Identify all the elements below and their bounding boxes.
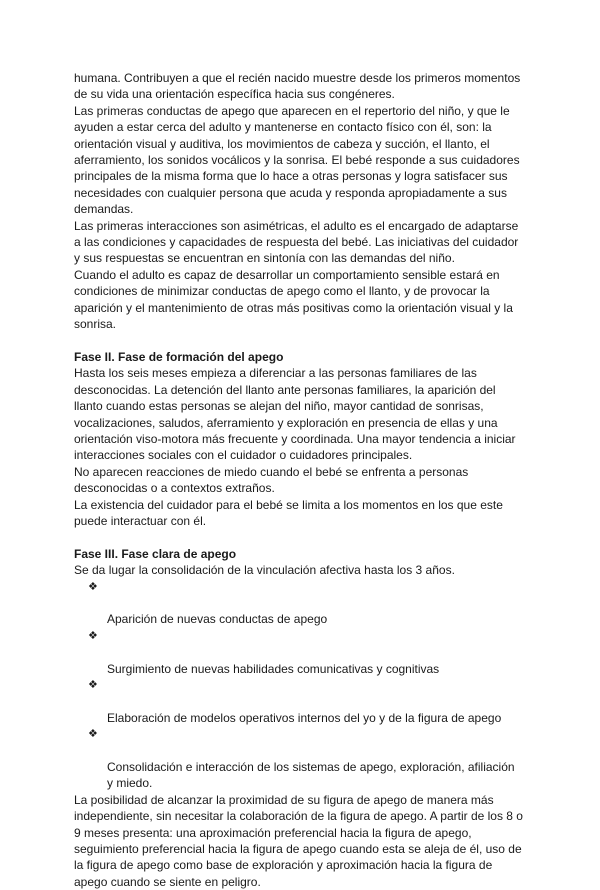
section-spacer <box>74 333 534 349</box>
list-item <box>88 628 534 677</box>
diamond-bullet-icon: ❖ <box>88 728 98 741</box>
document-body <box>74 70 534 890</box>
section-spacer <box>74 529 534 545</box>
list-item <box>88 579 534 628</box>
intro-paragraph-4: Cuando el adulto es capaz de desarrollar un comportamiento sensible estará en condiciones de minimizar conductas de apego como el llanto, y de provocar la aparición y el mantenimiento de otras más positivas como la orientación visual y la sonrisa. <box>74 267 513 332</box>
list-item-text: Elaboración de modelos operativos internos del yo y de la figura de apego <box>107 710 502 725</box>
list-item-text: Consolidación e interacción de los sistemas de apego, exploración, afiliación y miedo. <box>107 760 515 791</box>
list-item-text: Aparición de nuevas conductas de apego <box>107 612 328 627</box>
phase-2-paragraph-1: Hasta los seis meses empieza a diferenciar a las personas familiares de las desconocidas. La detención del llanto ante personas familiares, la aparición del llanto cuando estas personas se alejan del niño, mayor cantidad de sonrisas, vocalizaciones, saludos, aferramiento y exploración en presencia de ellas y una orientación viso-motora más frecuente y coordinada. Una mayor tendencia a iniciar interacciones sociales con el cuidador o cuidadores principales. <box>74 366 516 463</box>
intro-paragraph-2: Las primeras conductas de apego que aparecen en el repertorio del niño, y que le ayuden a estar cerca del adulto y mantenerse en contacto físico con él, son: la orientación visual y auditiva, los movimientos de cabeza y succión, el llanto, el aferramiento, los sonidos vocálicos y la sonrisa. El bebé responde a sus cuidadores principales de la misma forma que lo hace a otras personas y logra satisfacer sus necesidades con cualquier persona que acuda y responda apropiadamente a sus demandas. <box>74 103 520 217</box>
intro-paragraph-1: humana. Contribuyen a que el recién nacido muestre desde los primeros momentos de su vida una orientación específica hacia sus congéneres. <box>74 71 521 102</box>
intro-paragraph-3: Las primeras interacciones son asimétricas, el adulto es el encargado de adaptarse a las condiciones y capacidades de respuesta del bebé. Las iniciativas del cuidador y sus respuestas se encuentran en sintonía con las demandas del niño. <box>74 218 519 266</box>
phase-3-closing-paragraph: La posibilidad de alcanzar la proximidad de su figura de apego de manera más independiente, sin necesitar la colaboración de la figura de apego. A partir de los 8 o 9 meses presenta: una aproximación preferencial hacia la figura de apego, seguimiento preferencial hacia la figura de apego cuando esta se aleja de él, uso de la figura de apego como base de exploración y aproximación hacia la figura de apego cuando se siente en peligro. <box>74 792 523 889</box>
phase-3-intro: Se da lugar la consolidación de la vinculación afectiva hasta los 3 años. <box>74 563 455 578</box>
list-item <box>88 677 534 726</box>
phase-3-bullet-list <box>74 579 534 792</box>
phase-2-paragraph-2: No aparecen reacciones de miedo cuando el bebé se enfrenta a personas desconocidas o a contextos extraños. <box>74 464 469 496</box>
list-item-text: Surgimiento de nuevas habilidades comunicativas y cognitivas <box>107 661 440 676</box>
phase-2-heading: Fase II. Fase de formación del apego <box>74 349 284 364</box>
list-item <box>88 726 534 792</box>
diamond-bullet-icon: ❖ <box>88 629 98 642</box>
phase-3-heading: Fase III. Fase clara de apego <box>74 546 237 561</box>
phase-2-paragraph-3: La existencia del cuidador para el bebé se limita a los momentos en los que este puede interactuar con él. <box>74 497 503 528</box>
diamond-bullet-icon: ❖ <box>88 679 98 691</box>
diamond-bullet-icon: ❖ <box>88 580 98 593</box>
